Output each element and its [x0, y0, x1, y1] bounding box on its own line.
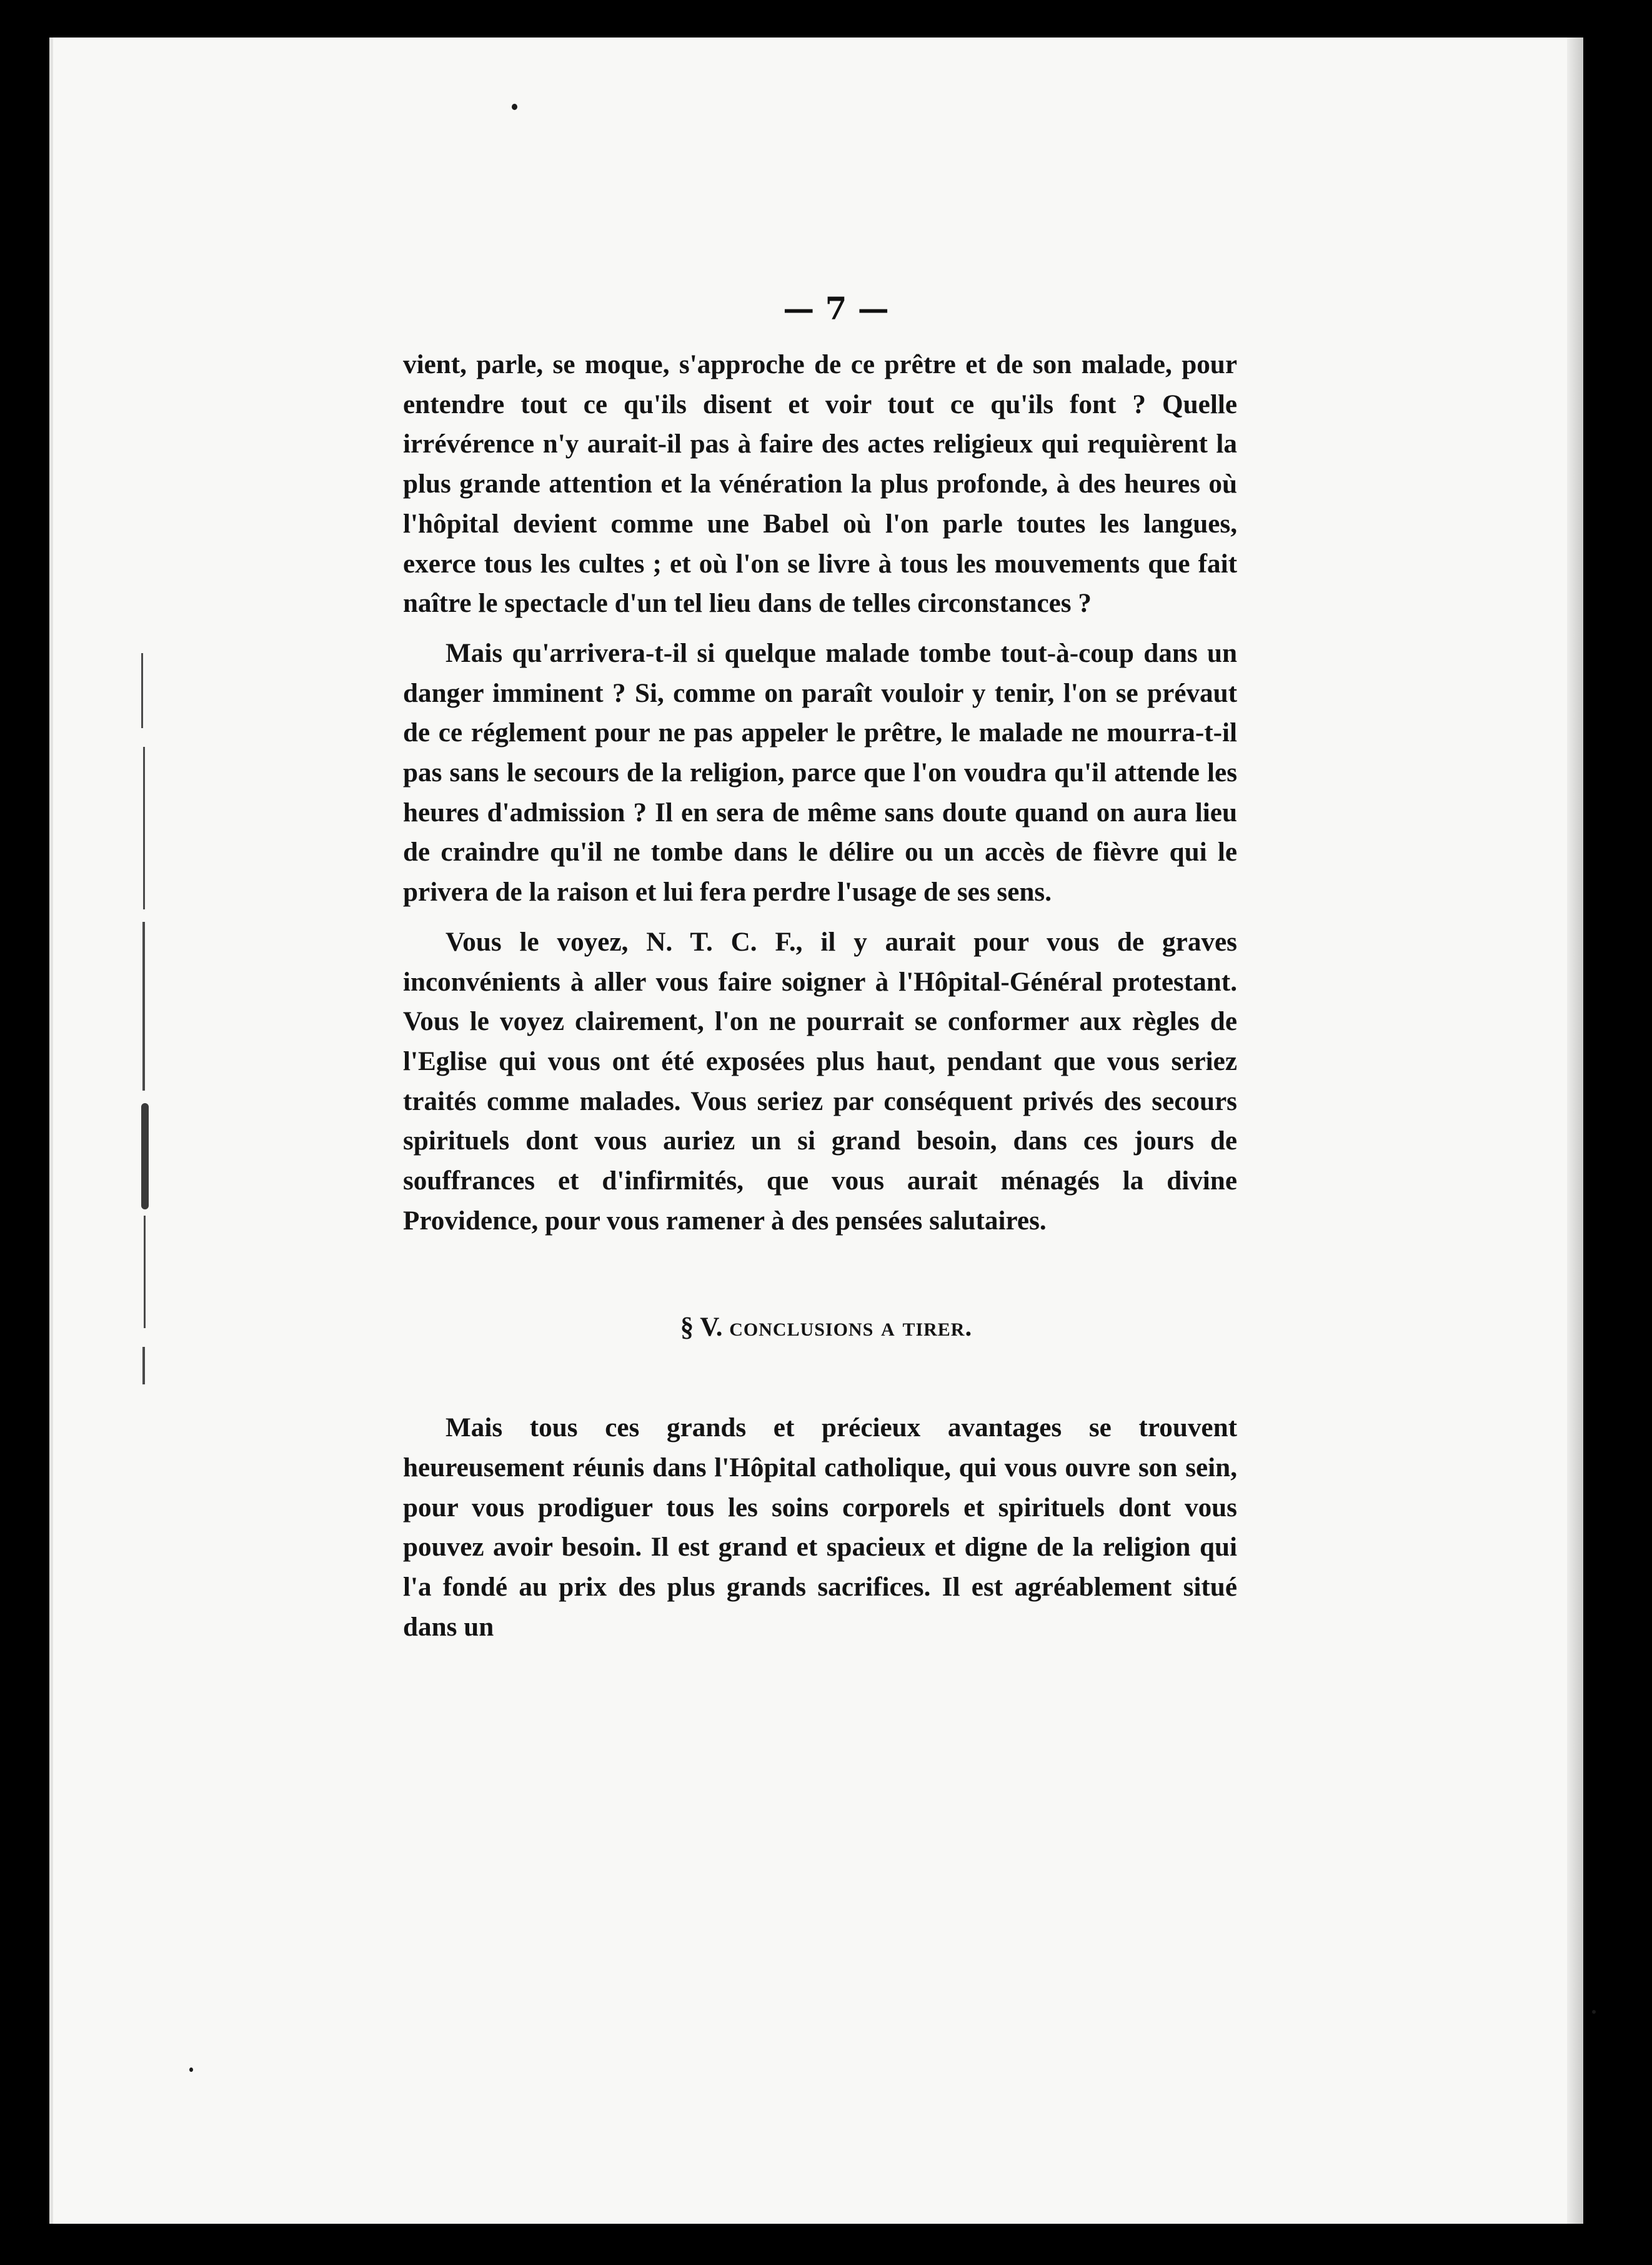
binding-mark: [141, 1103, 149, 1209]
binding-marks: [141, 653, 151, 1394]
page-right-edge: [1567, 38, 1583, 2224]
binding-mark: [141, 653, 143, 728]
binding-mark: [142, 922, 145, 1091]
paragraph-2: Mais qu'arrivera-t-il si quelque malade tombe tout-à-coup dans un danger imminent ? Si, comme on paraît vouloir y tenir, l'on se prévaut de ce réglement pour ne pas appeler le prêtre, le malade ne mourra-t-il pas sans le secours de la religion, parce que l'on voudra qu'il attende les heures d'admission ? Il en sera de même sans doute quand on aura lieu de craindre qu'il ne tombe dans le délire ou un accès de fièvre qui le privera de la raison et lui fera perdre l'usage de ses sens.: [403, 638, 1237, 908]
binding-mark: [143, 747, 145, 909]
paragraph-4: Mais tous ces grands et précieux avantages se trouvent heureusement réunis dans l'Hôpital catholique, qui vous ouvre son sein, pour vous prodiguer tous les soins corporels et spirituels dont vous pouvez avoir besoin. Il est grand et spacieux et digne de la religion qui l'a fondé au prix des plus grands sacrifices. Il est agréablement situé dans un: [403, 1413, 1237, 1642]
ink-speck: [512, 104, 517, 110]
page-left-edge: [49, 38, 53, 2224]
binding-mark: [144, 1216, 146, 1328]
section-number: § V.: [680, 1312, 723, 1342]
section-title: conclusions a tirer.: [729, 1312, 973, 1342]
ink-speck: [1592, 2010, 1596, 2014]
ink-speck: [189, 2068, 193, 2072]
paragraph-3: Vous le voyez, N. T. C. F., il y aurait pour vous de graves inconvénients à aller vous faire soigner à l'Hôpital-Général protestant. Vous le voyez clairement, l'on ne pourrait se conformer aux règles de l'Eglise qui vous ont été exposées plus haut, pendant que vous seriez traités comme malades. Vous seriez par conséquent privés des secours spirituels dont vous auriez un si grand besoin, dans ces jours de souffrances et d'infirmités, que vous aurait ménagés la divine Providence, pour vous ramener à des pensées salutaires.: [403, 927, 1237, 1236]
page-number: — 7 —: [783, 290, 889, 327]
body-text: [403, 345, 1237, 1647]
binding-mark: [142, 1347, 145, 1384]
section-heading: [403, 1308, 1237, 1348]
paragraph-1: vient, parle, se moque, s'approche de ce prêtre et de son malade, pour entendre tout ce qu'ils disent et voir tout ce qu'ils font ? Quelle irrévérence n'y aurait-il pas à faire des actes religieux qui requièrent la plus grande attention et la vénération la plus profonde, à des heures où l'hôpital devient comme une Babel où l'on parle toutes les langues, exerce tous les cultes ; et où l'on se livre à tous les mouvements que fait naître le spectacle d'un tel lieu dans de telles circonstances ?: [403, 350, 1237, 619]
